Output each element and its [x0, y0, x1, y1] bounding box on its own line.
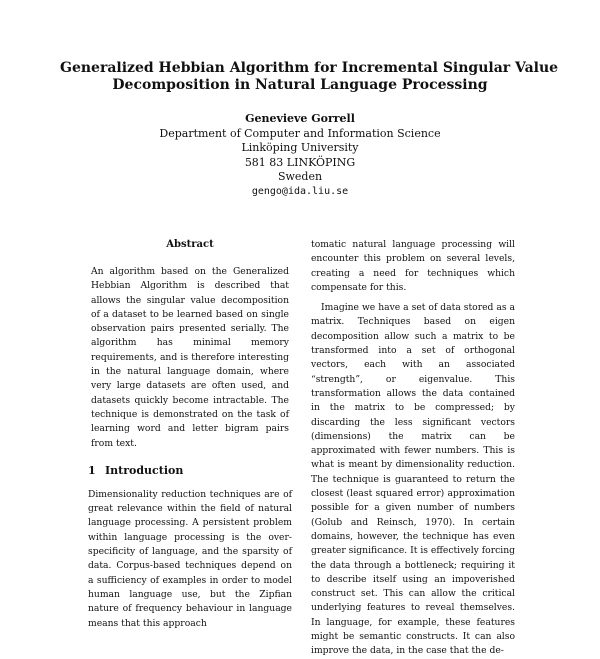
author-name: Genevieve Gorrell	[245, 112, 355, 125]
author-email: gengo@ida.liu.se	[251, 185, 349, 197]
intro-paragraph-1-continued: tomatic natural language processing will encounter this problem on several levels, creating a need for techniques which compensate for this.	[311, 239, 515, 293]
author-department: Department of Computer and Information Science	[159, 126, 441, 140]
author-postal: 581 83 LINKÖPING	[244, 155, 356, 169]
section-number: 1	[88, 463, 96, 477]
paper-title	[60, 60, 559, 94]
abstract-text: An algorithm based on the Generalized Hebbian Algorithm is described that allows the singular value decomposition of a dataset to be learned based on single observation pairs presented serially. The algorithm has minimal memory requirements, and is therefore interesting in the natural language domain, where very large datasets are often used, and datasets quickly become intractable. The technique is demonstrated on the task of learning word and letter bigram pairs from text.	[91, 266, 289, 449]
author-country: Sweden	[277, 170, 323, 183]
right-column	[311, 238, 515, 659]
intro-paragraph-1: Dimensionality reduction techniques are of great relevance within the field of natural language processing. A persistent problem within language processing is the over-specificity of language, and the sparsity of data. Corpus-based techniques depend on a sufficiency of examples in order to model human language use, but the Zipfian nature of frequency behaviour in language means that this approach	[88, 488, 292, 629]
section-title: Introduction	[105, 463, 184, 477]
section-heading-introduction	[88, 464, 292, 478]
intro-paragraph-2: Imagine we have a set of data stored as a matrix. Techniques based on eigen decomposition allow such a matrix to be transformed into a set of orthogonal vectors, each with an associated “strength”, or eigenvalue. This transformation allows the data contained in the matrix to be compressed; by discarding the less significant vectors (dimensions) the matrix can be approximated with fewer numbers. This is what is meant by dimensionality reduction. The technique is guaranteed to return the closest (least squared error) approximation possible for a given number of numbers (Golub and Reinsch, 1970). In certain domains, however, the technique has even greater significance. It is effectively forcing the data through a bottleneck; requiring it to describe itself using an impoverished construct set. This can allow the critical underlying features to reveal themselves. In language, for example, these features might be semantic constructs. It can also improve the data, in the case that the de-	[311, 302, 515, 657]
title-line-1: Generalized Hebbian Algorithm for Incremental Singular Value	[60, 60, 559, 76]
abstract-heading: Abstract	[166, 239, 214, 250]
author-university: Linköping University	[241, 141, 359, 154]
left-column	[88, 238, 292, 631]
title-line-2: Decomposition in Natural Language Processing	[112, 77, 488, 93]
author-block	[100, 112, 500, 199]
